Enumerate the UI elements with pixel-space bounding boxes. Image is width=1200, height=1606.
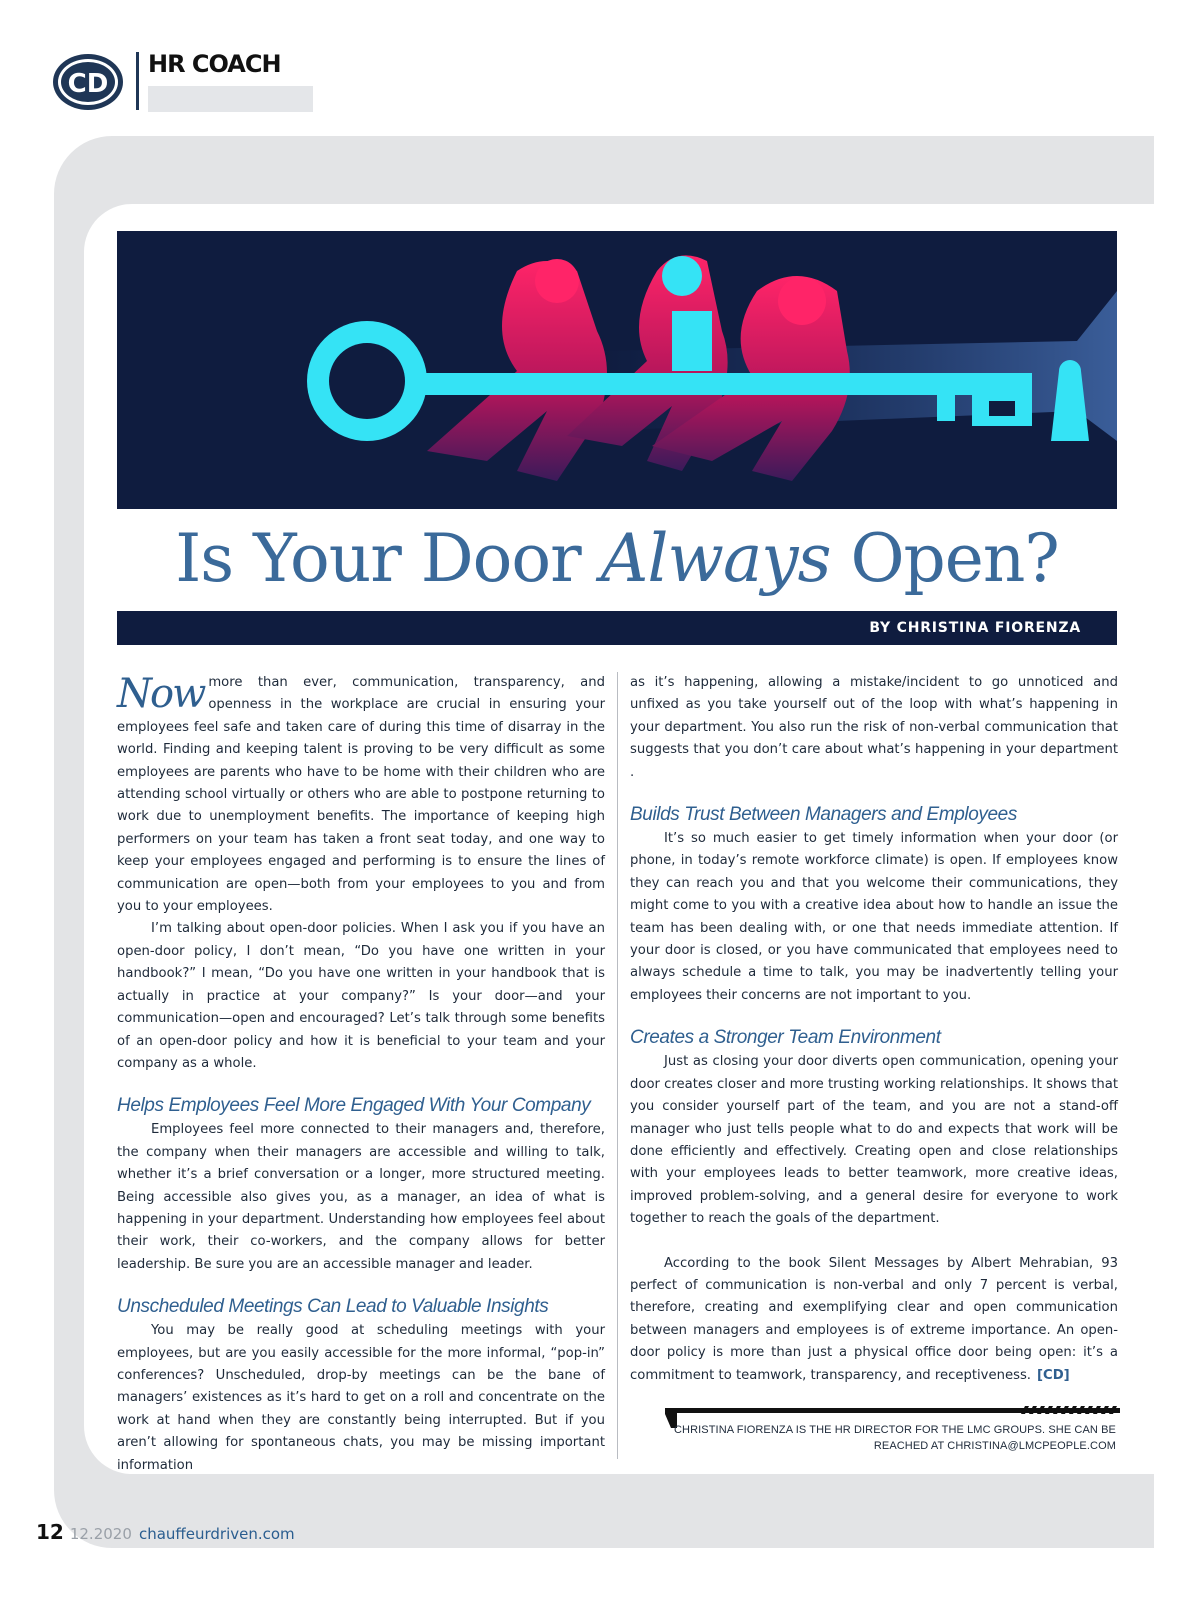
paragraph: as it’s happening, allowing a mistake/incident to go unnoticed and unfixed as you take yourself out of the loop with what’s happening in your department. You also run the risk of non-verbal communication that suggests that you don’t care about what’s happening in your department . [630,675,1118,780]
site-url[interactable]: chauffeurdriven.com [138,1525,295,1543]
paragraph-spacer [630,1231,1118,1253]
header-divider [136,52,139,110]
section-heading: Builds Trust Between Managers and Employees [630,804,1017,826]
author-bio-line: REACHED AT CHRISTINA@LMCPEOPLE.COM [873,1440,1116,1452]
section-heading: Helps Employees Feel More Engaged With Your Company [117,1095,591,1117]
section-heading: Creates a Stronger Team Environment [630,1027,941,1049]
paragraph: It’s so much easier to get timely information when your door (or phone, in today’s remote workforce climate) is open. If employees know they can reach you and that you welcome their communications, they might come to you with a creative idea about how to handle an issue the team has been dealing with, or one that needs immediate attention. If your door is closed, or you have communicated that employees need to always schedule a time to talk, you may be inadvertently telling your employees their concerns are not important to you. [630,831,1118,1003]
column-right [630,672,1118,1387]
paragraph: I’m talking about open-door policies. When I ask you if you have an open-door policy, I don’t mean, “Do you have one written in your handbook?” I mean, “Do you have one written in your handbook that is actually in practice at your company?” Is your door—and your communication—open and encouraged? Let’s talk through some benefits of an open-door policy and how it is beneficial to your team and your company as a whole. [117,921,605,1071]
dropcap-word: Now [117,671,205,717]
paragraph: Just as closing your door diverts open communication, opening your door creates closer and more trusting working relationships. It shows that you consider yourself part of the team, and you are not a stand-off manager who just tells people what to do and expects that work will be done efficiently and effectively. Creating open and close relationships with your employees leads to better teamwork, more creative ideas, improved problem-solving, and a general desire for everyone to work together to reach the goals of the department. [630,1054,1119,1227]
paragraph: Employees feel more connected to their managers and, therefore, the company when their managers are accessible and willing to talk, whether it’s a brief conversation or a longer, more structured meeting. Being accessible also gives you, as a manager, an idea of what is happening in your department. Understanding how employees feel about their work, their co-workers, and the company allows for better leadership. Be sure you are an accessible manager and leader. [117,1122,605,1272]
byline: BY CHRISTINA FIORENZA [869,620,1081,636]
author-bio-line: CHRISTINA FIORENZA IS THE HR DIRECTOR FOR THE LMC GROUPS. SHE CAN BE [674,1424,1116,1436]
section-heading: Unscheduled Meetings Can Lead to Valuable Insights [117,1296,549,1318]
end-mark: [CD] [1037,1367,1070,1383]
page-footer [36,1520,295,1544]
hero-illustration [117,231,1117,509]
issue-date: 12.2020 [69,1525,132,1543]
column-left [117,672,605,1477]
article-title: Is Your Door Always Open? [175,520,1059,597]
author-bio [660,1422,1116,1454]
cd-logo [52,52,124,112]
section-title: HR COACH [148,50,281,78]
byline-bar [117,611,1117,645]
closing-paragraph: According to the book Silent Messages by Albert Mehrabian, 93 perfect of communication is non-verbal and only 7 percent is verbal, therefore, creating and exemplifying clear and open communication between managers and employees is of extreme importance. An open-door policy is more than just a physical office door being open: it’s a commitment to teamwork, transparency, and receptiveness. [CD] [630,1255,1118,1383]
intro-paragraph: Now more than ever, communication, transparency, and openness in the workplace are crucial in ensuring your employees feel safe and taken care of during this time of disarray in the world. Finding and keeping talent is proving to be very difficult as some employees are parents who have to be home with their children who are attending school virtually or others who are able to postpone returning to work due to unemployment benefits. The importance of keeping high performers on your team has taken a front seat today, and one way to keep your employees engaged and performing is to ensure the lines of communication are open—both from your employees to you and from you to your employees. [117,671,605,915]
logo-text: CD [67,69,109,99]
paragraph: You may be really good at scheduling meetings with your employees, but are you easily accessible for the more informal, “pop-in” conferences? Unscheduled, drop-by meetings can be the bane of managers’ existences as it’s hard to get on a roll and concentrate on the work at hand when they are constantly being interrupted. But if you aren’t allowing for spontaneous chats, you may be missing important information [117,1323,605,1473]
page-number: 12 [36,1520,64,1544]
column-divider [617,672,618,1459]
section-title-bar [148,86,313,112]
